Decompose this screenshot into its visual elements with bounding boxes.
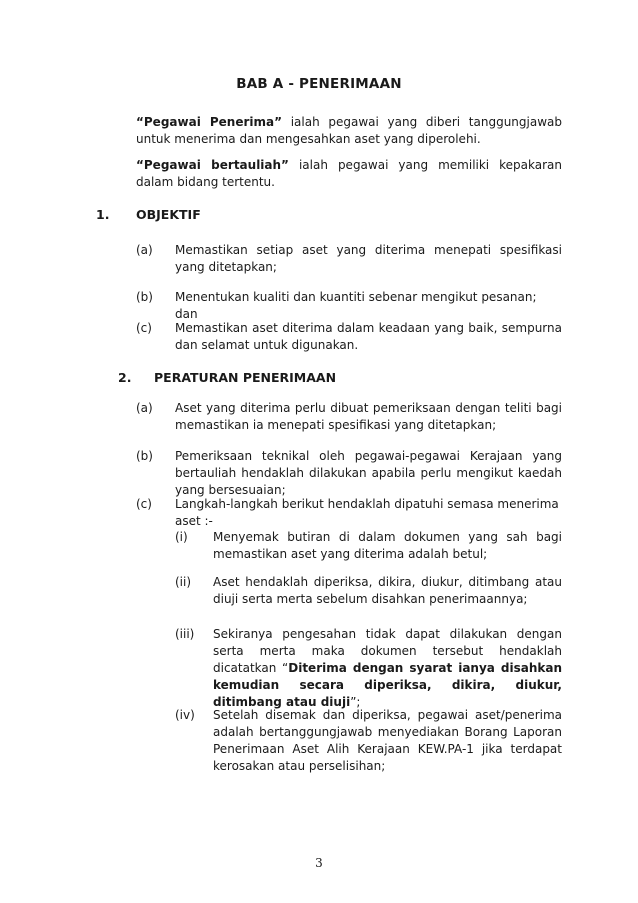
- list-marker: (a): [136, 243, 153, 257]
- list-item: Menentukan kualiti dan kuantiti sebenar mengikut pesanan; dan: [175, 290, 537, 321]
- list-marker: (a): [136, 401, 153, 415]
- definition-term: “Pegawai Penerima”: [136, 115, 282, 129]
- definition-text: ialah pegawai yang memiliki kepakaran dalam bidang tertentu.: [136, 158, 562, 189]
- sublist-text-end: ”;: [350, 695, 361, 709]
- definition-pegawai-bertauliah: [136, 157, 562, 191]
- section-number: 2.: [118, 370, 132, 385]
- sublist-marker: (i): [175, 530, 188, 544]
- list-marker: (c): [136, 321, 152, 335]
- sublist-emphasis: Diterima dengan syarat ianya disahkan kemudian secara diperiksa, dikira, diukur, ditimbang atau diuji: [213, 661, 563, 709]
- definition-text: ialah pegawai yang diberi tanggungjawab untuk menerima dan mengesahkan aset yang diperolehi.: [136, 115, 562, 146]
- list-item: Memastikan setiap aset yang diterima menepati spesifikasi yang ditetapkan;: [175, 243, 562, 274]
- sublist-marker: (iv): [175, 708, 195, 722]
- sublist-item: Aset hendaklah diperiksa, dikira, diukur, ditimbang atau diuji serta merta sebelum disahkan penerimaannya;: [213, 575, 562, 606]
- list-item: Pemeriksaan teknikal oleh pegawai-pegawai Kerajaan yang bertauliah hendaklah dilakukan apabila perlu mengikut kaedah yang bersesuaian;: [175, 449, 562, 497]
- section-number: 1.: [96, 207, 110, 222]
- section-heading: OBJEKTIF: [136, 207, 201, 222]
- list-item: Memastikan aset diterima dalam keadaan yang baik, sempurna dan selamat untuk digunakan.: [175, 321, 562, 352]
- section-heading: PERATURAN PENERIMAAN: [154, 370, 337, 385]
- list-item: Aset yang diterima perlu dibuat pemeriksaan dengan teliti bagi memastikan ia menepati spesifikasi yang ditetapkan;: [175, 401, 562, 432]
- list-marker: (b): [136, 449, 153, 463]
- list-marker: (c): [136, 497, 152, 511]
- sublist-item: [213, 626, 562, 711]
- list-item: Langkah-langkah berikut hendaklah dipatuhi semasa menerima aset :-: [175, 497, 559, 528]
- definition-term: “Pegawai bertauliah”: [136, 158, 289, 172]
- page-title: BAB A - PENERIMAAN: [236, 76, 402, 92]
- definition-pegawai-penerima: [136, 114, 562, 148]
- sublist-marker: (iii): [175, 627, 195, 641]
- list-marker: (b): [136, 290, 153, 304]
- sublist-marker: (ii): [175, 575, 192, 589]
- sublist-item: Menyemak butiran di dalam dokumen yang sah bagi memastikan aset yang diterima adalah betul;: [213, 530, 562, 561]
- sublist-item: Setelah disemak dan diperiksa, pegawai aset/penerima adalah bertanggungjawab menyediakan Borang Laporan Penerimaan Aset Alih Kerajaan KEW.PA-1 jika terdapat kerosakan atau perselisihan;: [213, 708, 562, 773]
- page-number: 3: [315, 856, 323, 870]
- sublist-text: Sekiranya pengesahan tidak dapat dilakukan dengan serta merta maka dokumen tersebut hendaklah dicatatkan “: [213, 627, 562, 675]
